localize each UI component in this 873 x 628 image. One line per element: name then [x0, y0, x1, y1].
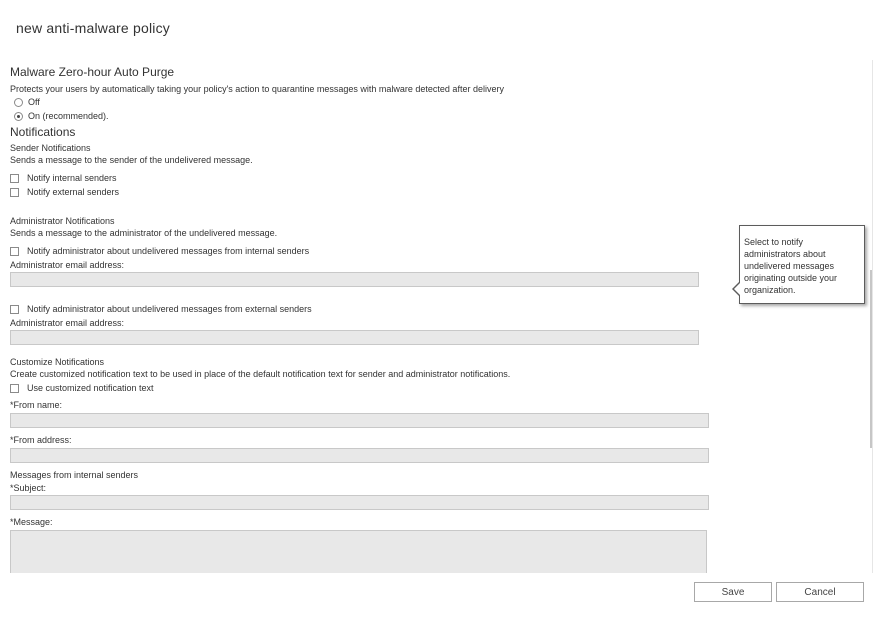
from-name-field[interactable] — [10, 413, 709, 428]
notify-admin-external-label: Notify administrator about undelivered messages from external senders — [27, 304, 312, 314]
notify-admin-internal-checkbox[interactable] — [10, 247, 19, 256]
notify-external-senders-label: Notify external senders — [27, 187, 120, 197]
admin-email-field-2[interactable] — [10, 330, 699, 345]
notifications-heading: Notifications — [10, 125, 76, 139]
zap-option-off[interactable] — [10, 96, 40, 108]
zap-off-label: Off — [28, 97, 40, 107]
radio-off[interactable] — [14, 98, 23, 107]
notify-external-senders-checkbox[interactable] — [10, 188, 19, 197]
tooltip-text: Select to notify administrators about undelivered messages originating outside your organization. — [744, 237, 838, 295]
message-field[interactable] — [10, 530, 707, 574]
internal-senders-heading: Messages from internal senders — [10, 470, 139, 480]
customize-notifications-heading: Customize Notifications — [10, 357, 105, 367]
tooltip-arrow-inner — [734, 282, 741, 296]
zap-heading: Malware Zero-hour Auto Purge — [10, 65, 175, 79]
notify-external-senders[interactable] — [10, 186, 119, 198]
notify-internal-senders-label: Notify internal senders — [27, 173, 117, 183]
use-custom-text-label: Use customized notification text — [27, 383, 154, 393]
admin-notifications-description: Sends a message to the administrator of the undelivered message. — [10, 228, 278, 238]
from-address-label: *From address: — [10, 435, 72, 445]
zap-option-on[interactable] — [10, 110, 109, 122]
tooltip — [739, 225, 865, 304]
use-custom-text-checkbox[interactable] — [10, 384, 19, 393]
admin-notifications-heading: Administrator Notifications — [10, 216, 115, 226]
cancel-button[interactable]: Cancel — [776, 582, 864, 602]
notify-admin-external[interactable] — [10, 303, 312, 315]
sender-notifications-description: Sends a message to the sender of the undelivered message. — [10, 155, 253, 165]
zap-description: Protects your users by automatically taking your policy's action to quarantine messages with malware detected after delivery — [10, 84, 504, 94]
zap-on-label: On (recommended). — [28, 111, 109, 121]
admin-email-field-1[interactable] — [10, 272, 699, 287]
scrollbar-thumb[interactable] — [870, 270, 872, 448]
save-button[interactable]: Save — [694, 582, 772, 602]
notify-internal-senders-checkbox[interactable] — [10, 174, 19, 183]
message-label: *Message: — [10, 517, 53, 527]
subject-label: *Subject: — [10, 483, 47, 493]
admin-email-label-2: Administrator email address: — [10, 318, 125, 328]
from-address-field[interactable] — [10, 448, 709, 463]
customize-notifications-description: Create customized notification text to be used in place of the default notification text for sender and administrator notifications. — [10, 369, 511, 379]
sender-notifications-heading: Sender Notifications — [10, 143, 91, 153]
notify-internal-senders[interactable] — [10, 172, 117, 184]
notify-admin-internal-label: Notify administrator about undelivered messages from internal senders — [27, 246, 310, 256]
dialog-title: new anti-malware policy — [16, 20, 170, 36]
subject-field[interactable] — [10, 495, 709, 510]
notify-admin-internal[interactable] — [10, 245, 309, 257]
admin-email-label-1: Administrator email address: — [10, 260, 125, 270]
use-custom-text[interactable] — [10, 382, 154, 394]
from-name-label: *From name: — [10, 400, 63, 410]
radio-on[interactable] — [14, 112, 23, 121]
notify-admin-external-checkbox[interactable] — [10, 305, 19, 314]
